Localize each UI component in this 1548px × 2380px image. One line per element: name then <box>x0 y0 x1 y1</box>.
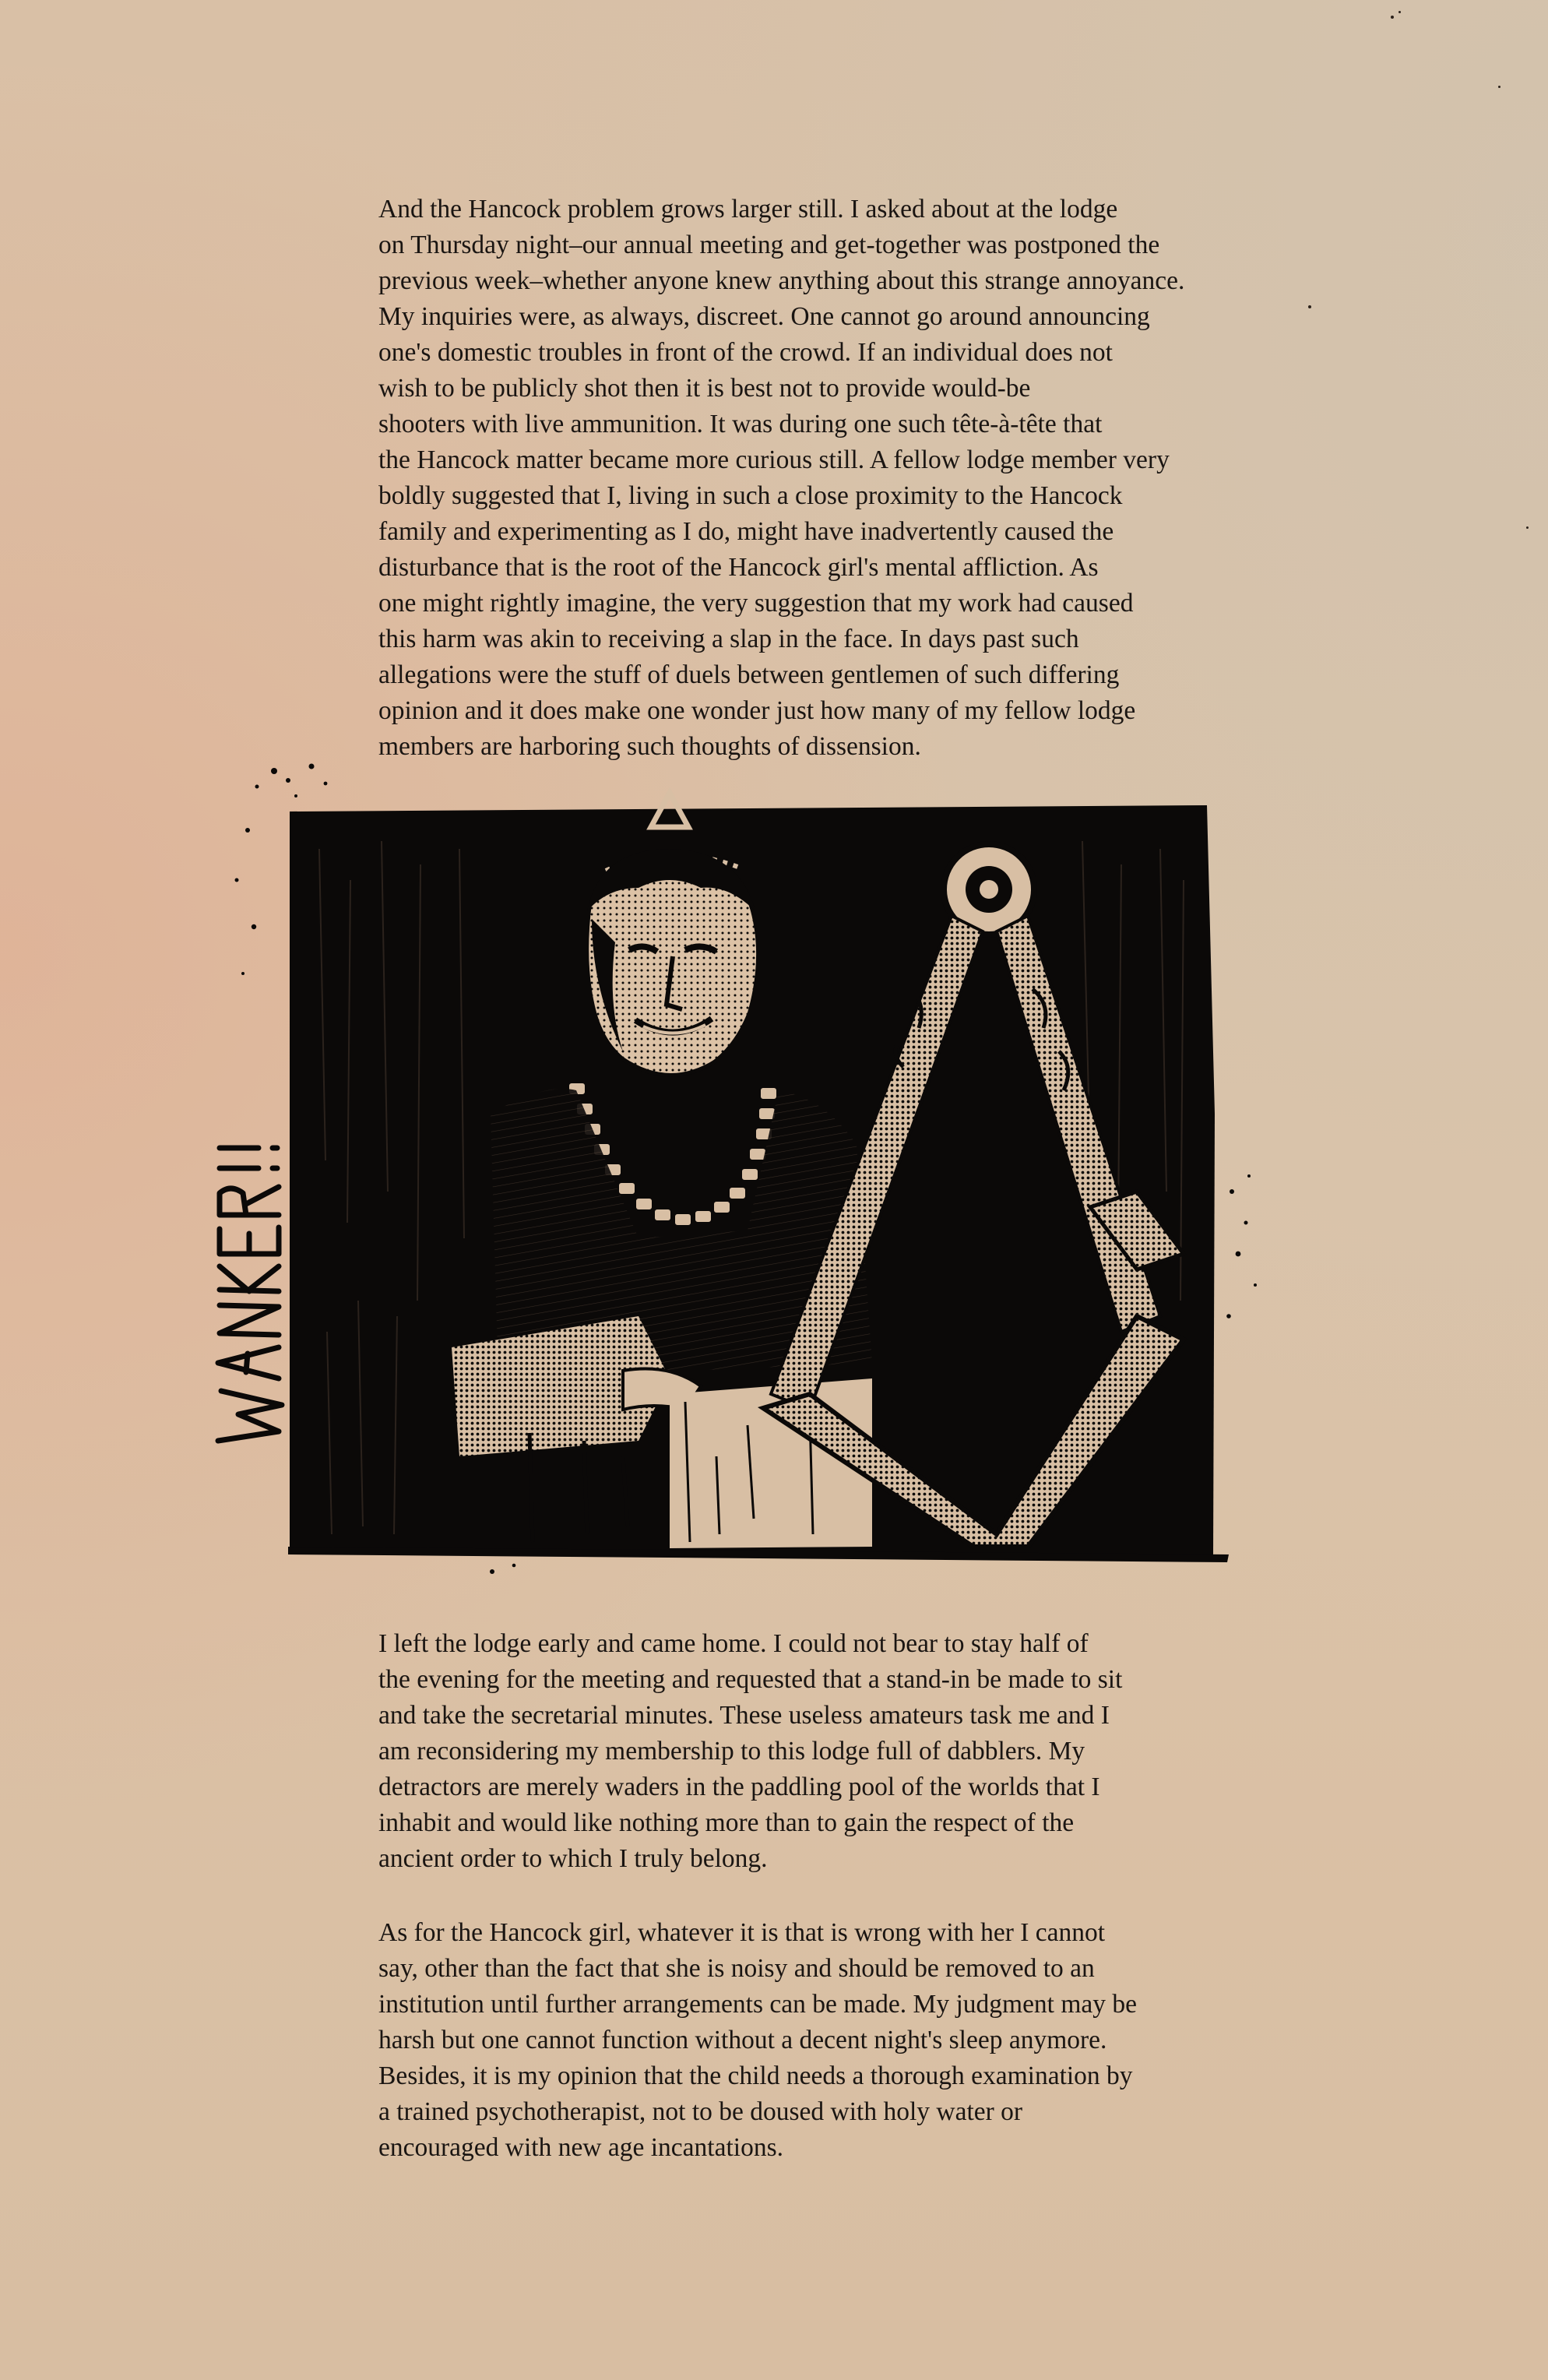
text-line: allegations were the stuff of duels between gentlemen of such differing <box>378 660 1120 689</box>
text-line: boldly suggested that I, living in such a close proximity to the Hancock <box>378 481 1123 510</box>
text-line: and take the secretarial minutes. These useless amateurs task me and I <box>378 1701 1110 1730</box>
paper-speck <box>1391 16 1394 19</box>
text-line: one's domestic troubles in front of the crowd. If an individual does not <box>378 338 1113 367</box>
paper-speck <box>1398 11 1401 13</box>
text-line: this harm was akin to receiving a slap in the face. In days past such <box>378 625 1079 653</box>
freemason-illustration <box>202 755 1277 1581</box>
text-line: As for the Hancock girl, whatever it is that is wrong with her I cannot <box>378 1918 1106 1947</box>
text-line: family and experimenting as I do, might have inadvertently caused the <box>378 517 1114 546</box>
text-line: wish to be publicly shot then it is best not to provide would-be <box>378 374 1031 403</box>
paper-speck <box>1498 86 1501 88</box>
text-line: on Thursday night–our annual meeting and get-together was postponed the <box>378 231 1160 259</box>
text-line: opinion and it does make one wonder just how many of my fellow lodge <box>378 696 1136 725</box>
text-line: am reconsidering my membership to this lodge full of dabblers. My <box>378 1737 1085 1766</box>
man-portrait <box>587 849 756 1076</box>
scrawl-word <box>207 1106 293 1449</box>
text-line: inhabit and would like nothing more than to gain the respect of the <box>378 1808 1075 1837</box>
scrawl-lettering <box>207 1106 293 1449</box>
paper-speck <box>1526 526 1529 529</box>
text-line: say, other than the fact that she is noisy and should be removed to an <box>378 1954 1095 1983</box>
text-line: a trained psychotherapist, not to be doused with holy water or <box>378 2097 1023 2126</box>
text-line: detractors are merely waders in the paddling pool of the worlds that I <box>378 1773 1100 1801</box>
text-line: one might rightly imagine, the very suggestion that my work had caused <box>378 589 1134 618</box>
text-line: And the Hancock problem grows larger still. I asked about at the lodge <box>378 195 1118 224</box>
text-line: shooters with live ammunition. It was during one such tête-à-tête that <box>378 410 1103 438</box>
text-line: harsh but one cannot function without a decent night's sleep anymore. <box>378 2026 1107 2054</box>
text-line: members are harboring such thoughts of dissension. <box>378 732 921 761</box>
ink-drawing <box>202 755 1277 1581</box>
text-line: My inquiries were, as always, discreet. One cannot go around announcing <box>378 302 1150 331</box>
text-line: disturbance that is the root of the Hancock girl's mental affliction. As <box>378 553 1099 582</box>
text-line: the evening for the meeting and requested that a stand-in be made to sit <box>378 1665 1123 1694</box>
journal-paragraph-3 <box>378 1915 1289 2166</box>
text-line: I left the lodge early and came home. I could not bear to stay half of <box>378 1629 1089 1658</box>
text-line: ancient order to which I truly belong. <box>378 1844 768 1873</box>
text-line: the Hancock matter became more curious still. A fellow lodge member very <box>378 445 1170 474</box>
text-line: previous week–whether anyone knew anything about this strange annoyance. <box>378 266 1185 295</box>
paper-speck <box>1308 305 1311 308</box>
journal-paragraph-2 <box>378 1626 1289 1877</box>
text-line: Besides, it is my opinion that the child needs a thorough examination by <box>378 2061 1133 2090</box>
text-line: institution until further arrangements can be made. My judgment may be <box>378 1990 1138 2019</box>
text-line: encouraged with new age incantations. <box>378 2133 783 2162</box>
journal-paragraph-1 <box>378 192 1289 765</box>
